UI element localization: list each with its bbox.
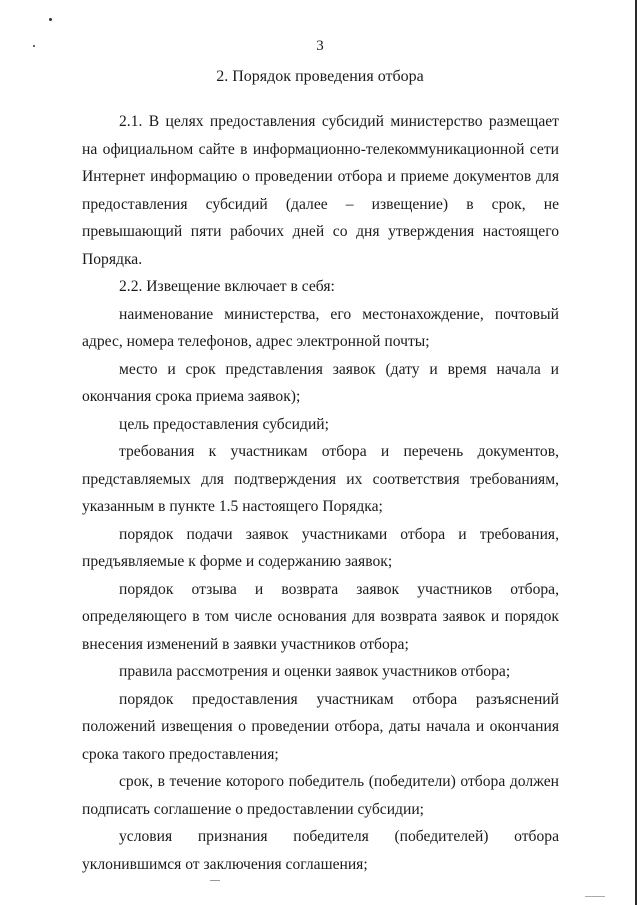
list-item: порядок подачи заявок участниками отбора и требования, предъявляемые к форме и содержанию заявок; (82, 525, 559, 570)
list-item: порядок отзыва и возврата заявок участников отбора, определяющего в том числе основания для возврата заявок и порядок внесения изменений в заявки участников отбора; (82, 580, 559, 653)
list-item: правила рассмотрения и оценки заявок участников отбора; (119, 663, 511, 680)
list-item: порядок предоставления участникам отбора разъяснений положений извещения о проведении отбора, даты начала и окончания срока такого предоставления; (82, 690, 559, 763)
scan-edge-line (635, 0, 637, 905)
list-item: наименование министерства, его местонахождение, почтовый адрес, номера телефонов, адрес электронной почты; (82, 305, 559, 350)
list-item: условия признания победителя (победителей) отбора уклонившимся от заключения соглашения; (82, 828, 559, 873)
document-body (82, 108, 559, 878)
paragraph-2-2: 2.2. Извещение включает в себя: (119, 278, 335, 295)
scan-speck (49, 18, 52, 21)
page-number: 3 (316, 38, 324, 54)
scan-speck (210, 880, 220, 881)
list-item: требования к участникам отбора и перечень документов, представляемых для подтверждения их соответствия требованиям, указанным в пункте 1.5 настоящего Порядка; (82, 443, 559, 515)
list-item: цель предоставления субсидий; (119, 415, 329, 433)
list-item: срок, в течение которого победитель (победители) отбора должен подписать соглашение о предоставлении субсидии; (82, 773, 559, 818)
section-title: 2. Порядок проведения отбора (216, 68, 424, 85)
list-item: место и срок представления заявок (дату и время начала и окончания срока приема заявок); (82, 360, 559, 405)
paragraph-2-1: 2.1. В целях предоставления субсидий министерство размещает на официальном сайте в информационно-телекоммуникационной сети Интернет информацию о проведении отбора и приеме документов для предоставления субсидий (далее – извещение) в срок, не превышающий пяти рабочих дней со дня утверждения настоящего Порядка. (82, 113, 559, 268)
scan-speck (585, 896, 605, 897)
